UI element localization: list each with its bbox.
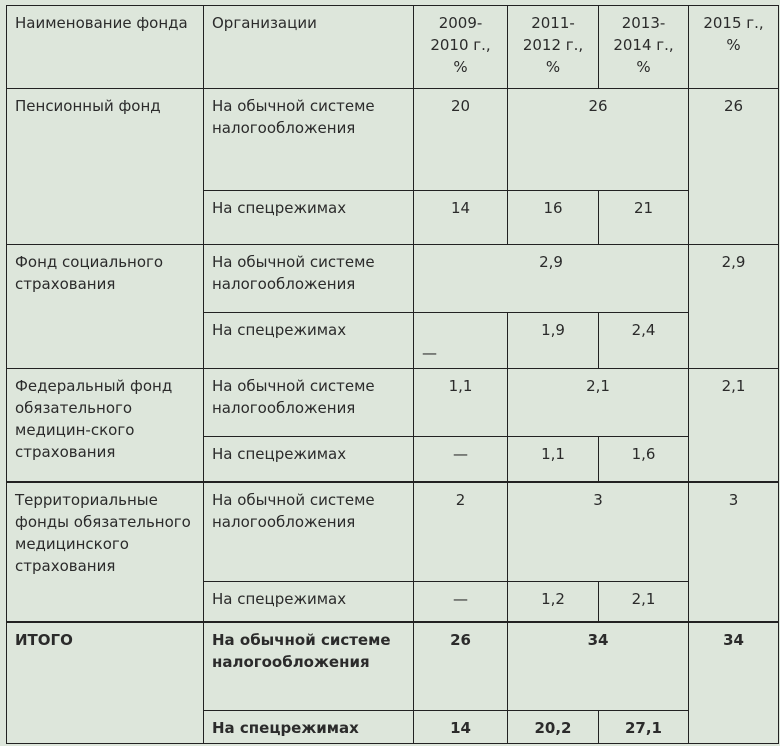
header-2015: 2015 г., % xyxy=(689,6,779,89)
fund-name: Федеральный фонд обязательного медицин-ского страхования xyxy=(7,369,204,482)
org-label: На спецрежимах xyxy=(204,437,414,482)
rate-cell: 14 xyxy=(414,191,508,245)
rate-cell: 2,1 xyxy=(508,369,689,437)
header-2013: 2013-2014 г., % xyxy=(599,6,689,89)
rate-cell: 27,1 xyxy=(599,711,689,744)
rate-cell: — xyxy=(414,437,508,482)
rate-cell: 14 xyxy=(414,711,508,744)
rate-cell: 26 xyxy=(414,622,508,711)
org-label: На обычной системе налогообложения xyxy=(204,622,414,711)
rate-cell: 1,6 xyxy=(599,437,689,482)
rate-cell: 2,9 xyxy=(414,245,689,313)
total-row xyxy=(7,622,779,711)
org-label: На спецрежимах xyxy=(204,582,414,622)
rate-cell: 26 xyxy=(508,89,689,191)
rate-cell: 2 xyxy=(414,482,508,582)
rate-cell: — xyxy=(414,582,508,622)
rate-cell: 21 xyxy=(599,191,689,245)
org-label: На обычной системе налогообложения xyxy=(204,89,414,191)
rate-cell: 1,1 xyxy=(414,369,508,437)
org-label: На обычной системе налогообложения xyxy=(204,245,414,313)
rate-cell: 1,2 xyxy=(508,582,599,622)
rate-cell: 3 xyxy=(689,482,779,622)
rate-cell: 1,9 xyxy=(508,313,599,369)
rate-cell: 2,4 xyxy=(599,313,689,369)
rate-cell: 20 xyxy=(414,89,508,191)
header-row xyxy=(7,6,779,89)
header-orgs: Организации xyxy=(204,6,414,89)
rate-cell: 34 xyxy=(689,622,779,744)
contribution-rates-table xyxy=(6,5,779,744)
rate-cell: — xyxy=(414,313,508,369)
header-2009: 2009-2010 г., % xyxy=(414,6,508,89)
rate-cell: 26 xyxy=(689,89,779,245)
org-label: На обычной системе налогообложения xyxy=(204,369,414,437)
rate-cell: 34 xyxy=(508,622,689,711)
org-label: На спецрежимах xyxy=(204,711,414,744)
table-row xyxy=(7,369,779,437)
rate-cell: 2,1 xyxy=(689,369,779,482)
table-row xyxy=(7,245,779,313)
fund-name: Пенсионный фонд xyxy=(7,89,204,245)
fund-name: Территориальные фонды обязательного медицинского страхования xyxy=(7,482,204,622)
rate-cell: 2,1 xyxy=(599,582,689,622)
header-fund: Наименование фонда xyxy=(7,6,204,89)
table-row xyxy=(7,89,779,191)
org-label: На обычной системе налогообложения xyxy=(204,482,414,582)
header-2011: 2011-2012 г., % xyxy=(508,6,599,89)
rate-cell: 1,1 xyxy=(508,437,599,482)
rate-cell: 2,9 xyxy=(689,245,779,369)
org-label: На спецрежимах xyxy=(204,313,414,369)
rate-cell: 20,2 xyxy=(508,711,599,744)
table-row xyxy=(7,482,779,582)
fund-name: Фонд социального страхования xyxy=(7,245,204,369)
org-label: На спецрежимах xyxy=(204,191,414,245)
rate-cell: 16 xyxy=(508,191,599,245)
fund-name: ИТОГО xyxy=(7,622,204,744)
rate-cell: 3 xyxy=(508,482,689,582)
